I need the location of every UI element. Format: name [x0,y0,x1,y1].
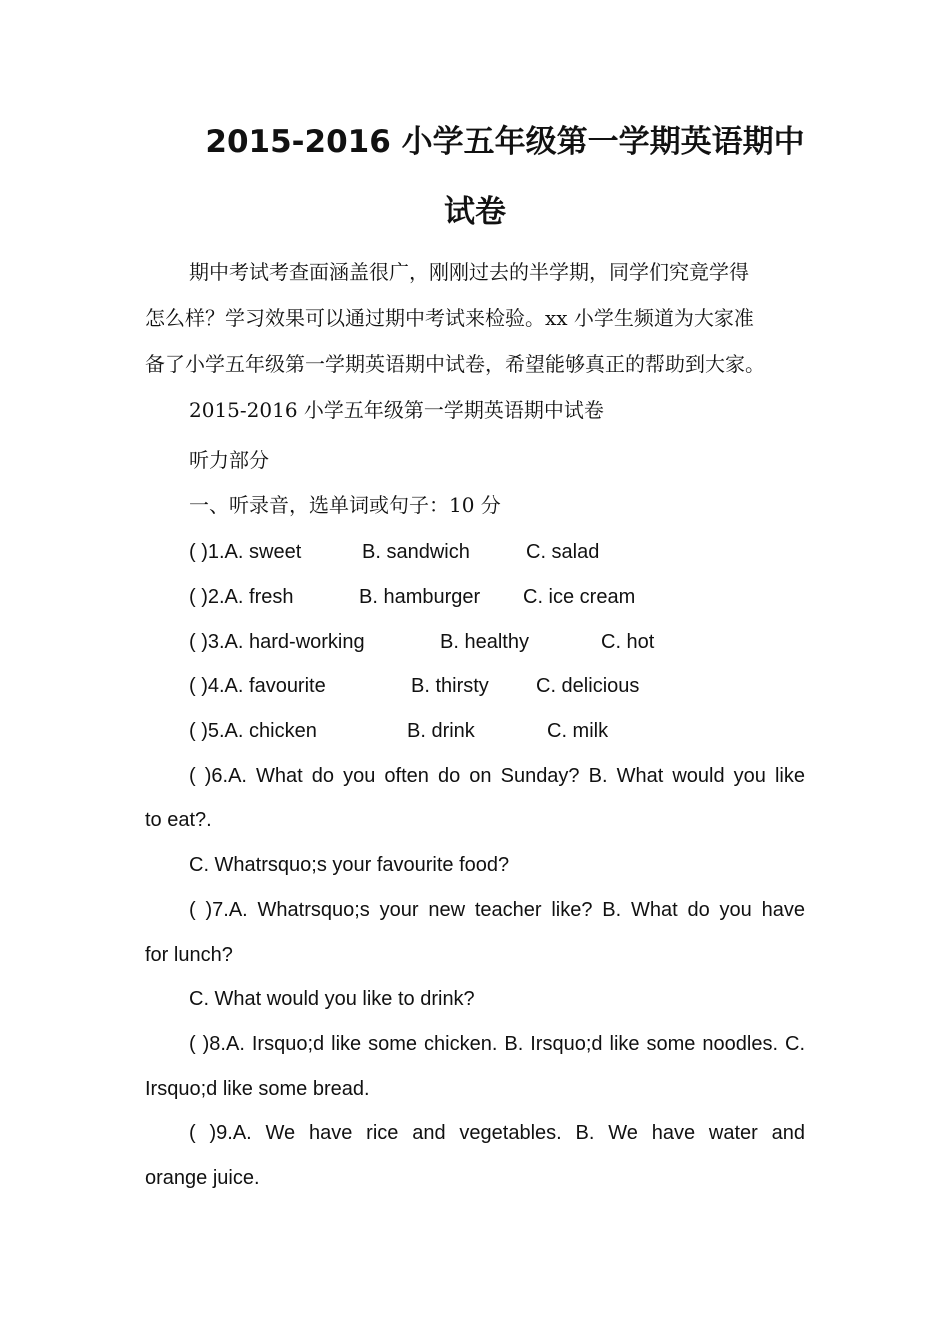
question-6-line-1: ( )6.A. What do you often do on Sunday? B. What would you like [189,765,805,787]
question-option-b: B. drink [407,720,475,742]
question-option-a: ( )3.A. hard-working [189,631,365,653]
question-7-line-1: ( )7.A. Whatrsquo;s your new teacher like? B. What do you have [189,899,805,921]
question-8-line-1: ( )8.A. Irsquo;d like some chicken. B. Irsquo;d like some noodles. C. [189,1033,805,1055]
question-option-b: B. hamburger [359,586,481,608]
question-option-b: B. sandwich [362,541,470,563]
question-9-line-1: ( )9.A. We have rice and vegetables. B. We have water and [189,1122,805,1144]
question-option-b: B. thirsty [411,675,489,697]
section-heading: 听力部分 [189,448,269,472]
question-option-c: C. hot [601,631,655,653]
question-6-option-c: C. Whatrsquo;s your favourite food? [189,854,510,876]
document-title-line-1: 2015-2016 小学五年级第一学期英语期中 [205,124,805,160]
question-8-line-2: Irsquo;d like some bread. [145,1078,370,1100]
question-option-c: C. milk [547,720,609,742]
subtitle: 2015-2016 小学五年级第一学期英语期中试卷 [189,398,604,422]
question-option-c: C. salad [526,541,600,563]
question-7-line-2: for lunch? [145,944,233,966]
intro-line-1: 期中考试考查面涵盖很广，刚刚过去的半学期，同学们究竟学得 [189,260,749,284]
question-option-a: ( )5.A. chicken [189,720,317,742]
question-9-line-2: orange juice. [145,1167,260,1189]
question-option-b: B. healthy [440,631,529,653]
intro-line-2: 怎么样？学习效果可以通过期中考试来检验。xx 小学生频道为大家准 [145,306,754,330]
question-option-a: ( )4.A. favourite [189,675,326,697]
question-option-c: C. ice cream [523,586,636,608]
intro-line-3: 备了小学五年级第一学期英语期中试卷，希望能够真正的帮助到大家。 [145,352,765,376]
part-one-heading: 一、听录音，选单词或句子：10 分 [189,493,501,517]
question-6-line-2: to eat?. [145,809,212,831]
question-option-a: ( )2.A. fresh [189,586,294,608]
question-option-a: ( )1.A. sweet [189,541,302,563]
question-7-option-c: C. What would you like to drink? [189,988,475,1010]
question-option-c: C. delicious [536,675,640,697]
document-title-line-2: 试卷 [444,194,506,230]
